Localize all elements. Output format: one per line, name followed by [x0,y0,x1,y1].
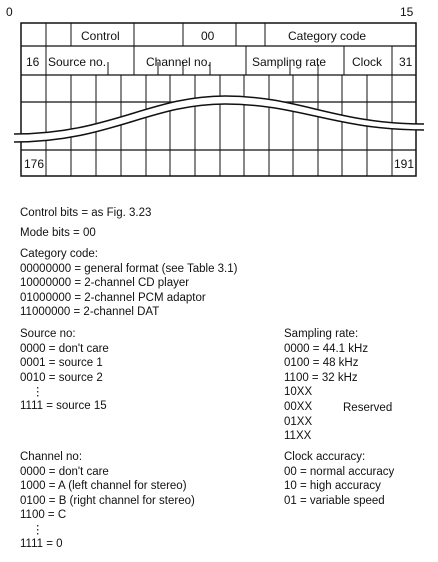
reserved-label: Reserved [343,402,393,414]
source-item: 0010 = source 2 [20,371,103,384]
category-item: 11000000 = 2-channel DAT [20,306,160,319]
channel-item: 0100 = B (right channel for stereo) [20,494,195,507]
category-code-title: Category code: [20,248,98,260]
sampling-rate-label: Sampling rate [252,55,327,69]
sampling-item: 11XX [284,430,312,443]
channel-item: 1000 = A (left channel for stereo) [20,480,187,493]
bit-layout-diagram [0,0,438,185]
sampling-rate-section [284,327,368,444]
clock-item: 01 = variable speed [284,494,385,507]
sampling-item: 01XX [284,415,313,428]
category-item: 00000000 = general format (see Table 3.1) [20,262,238,275]
sampling-rate-title: Sampling rate: [284,328,359,340]
vertical-ellipsis: ⋮ [32,523,44,536]
control-label: Control [81,29,120,43]
sampling-item: 10XX [284,386,313,399]
control-bits-note: Control bits = as Fig. 3.23 [20,207,152,219]
clock-item: 10 = high accuracy [284,480,381,493]
bit-16-label: 16 [26,55,40,69]
channel-item: 1111 = 0 [20,537,63,550]
source-item: 0000 = don't care [20,342,109,355]
mode-label: 00 [201,29,215,43]
channel-no-title: Channel no: [20,451,83,463]
clock-accuracy-section [284,450,394,508]
source-no-label: Source no. [48,55,107,69]
channel-no-label: Channel no. [146,55,211,69]
sampling-item: 1100 = 32 kHz [284,371,358,384]
mode-bits-note: Mode bits = 00 [20,227,96,239]
bit-start-label: 0 [6,5,13,19]
source-item: 1111 = source 15 [20,400,107,413]
source-no-section [20,327,109,414]
bit-31-label: 31 [399,55,413,69]
bit-end-label: 15 [400,5,414,19]
clock-item: 00 = normal accuracy [284,465,395,478]
category-code-label: Category code [288,29,367,43]
vertical-ellipsis: ⋮ [32,386,44,399]
bit-191-label: 191 [394,157,415,171]
sampling-item: 0100 = 48 kHz [284,357,359,370]
clock-accuracy-title: Clock accuracy: [284,451,366,463]
sampling-item: 0000 = 44.1 kHz [284,342,369,355]
sampling-item: 00XX [284,400,313,413]
category-item: 10000000 = 2-channel CD player [20,277,190,290]
channel-item: 1100 = C [20,509,67,522]
clock-label: Clock [352,55,383,69]
channel-item: 0000 = don't care [20,465,109,478]
channel-no-section [20,450,195,552]
source-item: 0001 = source 1 [20,357,103,370]
category-item: 01000000 = 2-channel PCM adaptor [20,291,206,304]
source-no-title: Source no: [20,328,76,340]
bit-176-label: 176 [24,157,45,171]
category-code-section [20,247,237,320]
